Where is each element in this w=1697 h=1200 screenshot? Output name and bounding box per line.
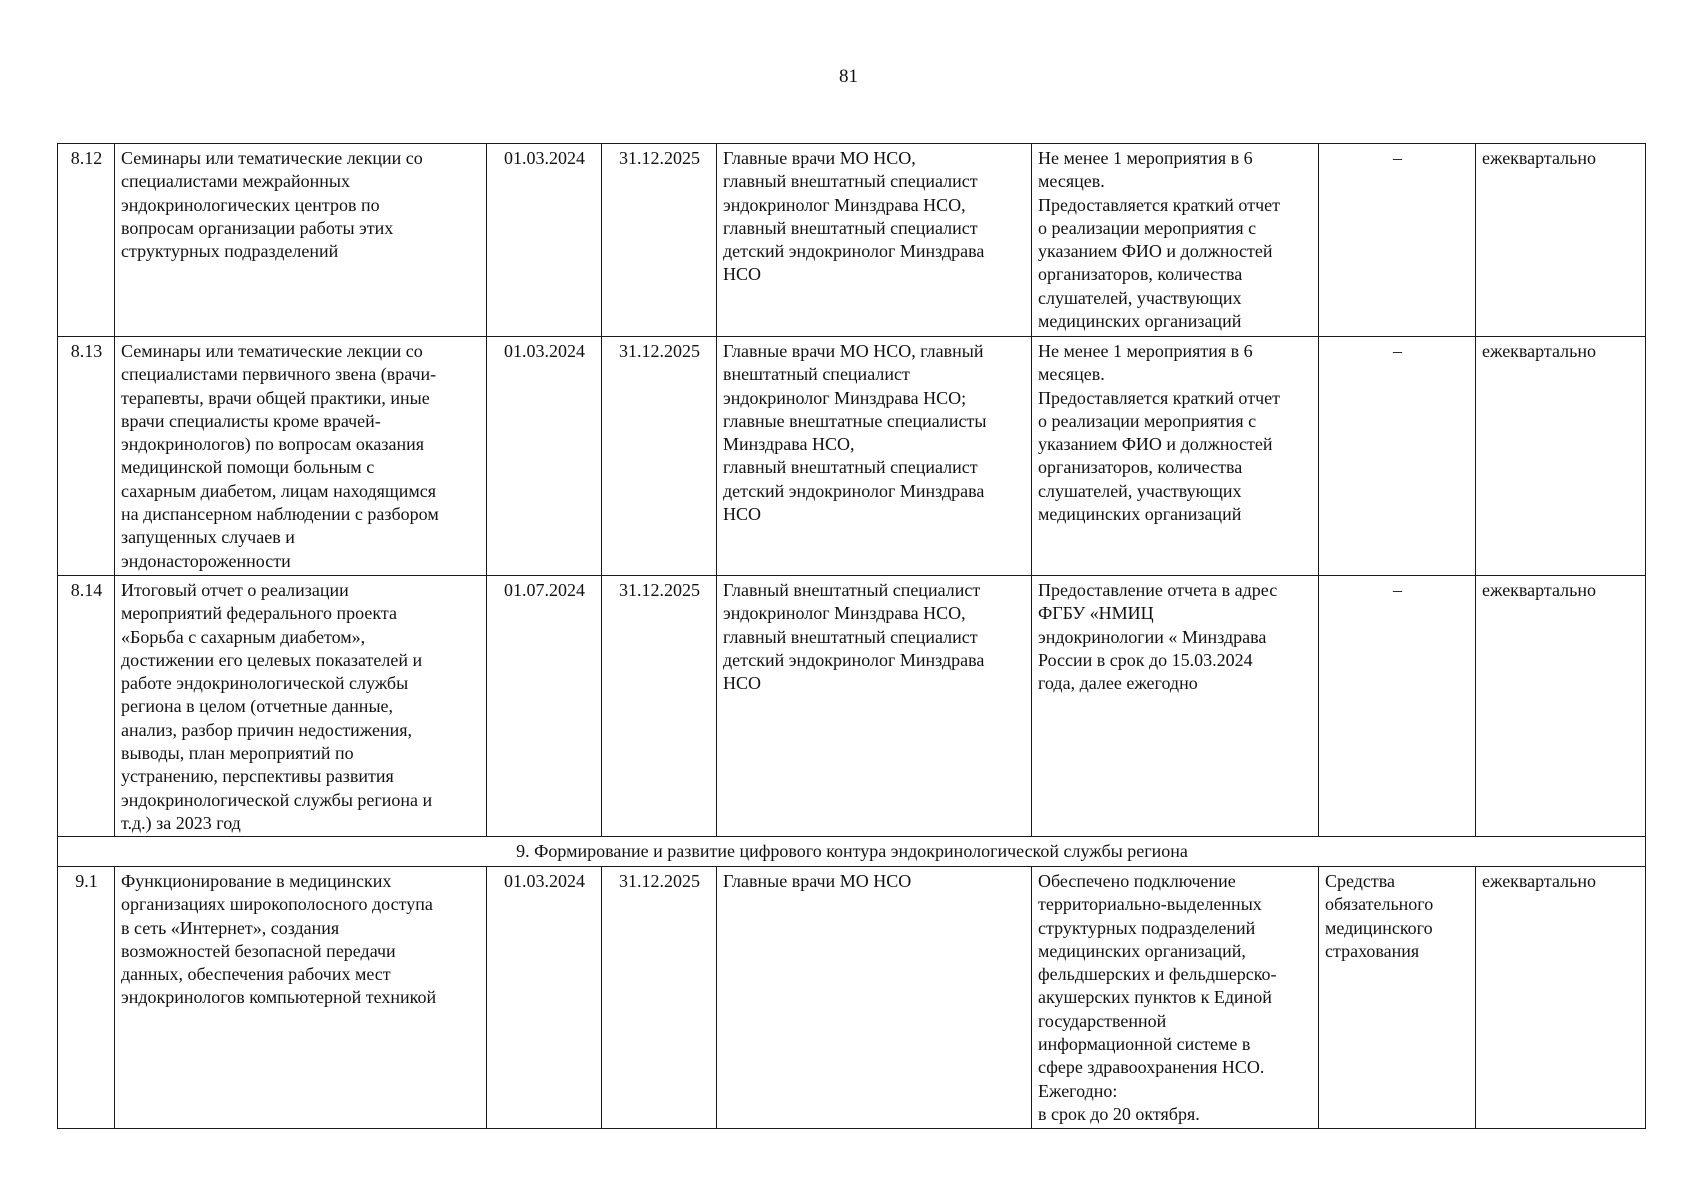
start-date: 01.03.2024 bbox=[487, 867, 602, 1129]
frequency-cell: ежеквартально bbox=[1476, 576, 1646, 837]
responsible-cell: Главные врачи МО НСО bbox=[717, 867, 1032, 1129]
result-cell: Не менее 1 мероприятия в 6 месяцев. Предоставляется краткий отчет о реализации мероприятия с указанием ФИО и должностей организаторов, количества слушателей, участвующих медицинских организаций bbox=[1032, 144, 1319, 337]
section-row bbox=[58, 837, 1646, 867]
result-cell: Предоставление отчета в адрес ФГБУ «НМИЦ эндокринологии « Минздрава России в срок до 15.03.2024 года, далее ежегодно bbox=[1032, 576, 1319, 837]
row-number: 8.12 bbox=[58, 144, 115, 337]
start-date: 01.03.2024 bbox=[487, 337, 602, 576]
responsible-cell: Главный внештатный специалист эндокринолог Минздрава НСО, главный внештатный специалист детский эндокринолог Минздрава НСО bbox=[717, 576, 1032, 837]
start-date: 01.03.2024 bbox=[487, 144, 602, 337]
end-date: 31.12.2025 bbox=[602, 867, 717, 1129]
activities-table bbox=[57, 143, 1646, 1129]
table-row bbox=[58, 144, 1646, 337]
activity-cell: Семинары или тематические лекции со специалистами первичного звена (врачи- терапевты, врачи общей практики, иные врачи специалисты кроме врачей- эндокринологов) по вопросам оказания медицинской помощи больным с сахарным диабетом, лицам находящимся на диспансерном наблюдении с разбором запущенных случаев и эндонастороженности bbox=[115, 337, 487, 576]
row-number: 8.14 bbox=[58, 576, 115, 837]
responsible-cell: Главные врачи МО НСО, главный внештатный специалист эндокринолог Минздрава НСО, главный внештатный специалист детский эндокринолог Минздрава НСО bbox=[717, 144, 1032, 337]
frequency-cell: ежеквартально bbox=[1476, 337, 1646, 576]
end-date: 31.12.2025 bbox=[602, 337, 717, 576]
table-row bbox=[58, 867, 1646, 1129]
funding-cell: – bbox=[1319, 337, 1476, 576]
row-number: 8.13 bbox=[58, 337, 115, 576]
page-number: 81 bbox=[839, 66, 858, 87]
end-date: 31.12.2025 bbox=[602, 144, 717, 337]
start-date: 01.07.2024 bbox=[487, 576, 602, 837]
activity-cell: Семинары или тематические лекции со специалистами межрайонных эндокринологических центров по вопросам организации работы этих структурных подразделений bbox=[115, 144, 487, 337]
table-row bbox=[58, 337, 1646, 576]
row-number: 9.1 bbox=[58, 867, 115, 1129]
funding-cell: – bbox=[1319, 576, 1476, 837]
frequency-cell: ежеквартально bbox=[1476, 867, 1646, 1129]
activity-cell: Итоговый отчет о реализации мероприятий федерального проекта «Борьба с сахарным диабетом», достижении его целевых показателей и работе эндокринологической службы региона в целом (отчетные данные, анализ, разбор причин недостижения, выводы, план мероприятий по устранению, перспективы развития эндокринологической службы региона и т.д.) за 2023 год bbox=[115, 576, 487, 837]
end-date: 31.12.2025 bbox=[602, 576, 717, 837]
activity-cell: Функционирование в медицинских организациях широкополосного доступа в сеть «Интернет», создания возможностей безопасной передачи данных, обеспечения рабочих мест эндокринологов компьютерной техникой bbox=[115, 867, 487, 1129]
result-cell: Обеспечено подключение территориально-выделенных структурных подразделений медицинских организаций, фельдшерских и фельдшерско- акушерских пунктов к Единой государственной информационной системе в сфере здравоохранения НСО. Ежегодно: в срок до 20 октября. bbox=[1032, 867, 1319, 1129]
responsible-cell: Главные врачи МО НСО, главный внештатный специалист эндокринолог Минздрава НСО; главные внештатные специалисты Минздрава НСО, главный внештатный специалист детский эндокринолог Минздрава НСО bbox=[717, 337, 1032, 576]
funding-cell: Средства обязательного медицинского страхования bbox=[1319, 867, 1476, 1129]
frequency-cell: ежеквартально bbox=[1476, 144, 1646, 337]
section-heading: 9. Формирование и развитие цифрового контура эндокринологической службы региона bbox=[58, 837, 1646, 867]
funding-cell: – bbox=[1319, 144, 1476, 337]
table-row bbox=[58, 576, 1646, 837]
result-cell: Не менее 1 мероприятия в 6 месяцев. Предоставляется краткий отчет о реализации мероприятия с указанием ФИО и должностей организаторов, количества слушателей, участвующих медицинских организаций bbox=[1032, 337, 1319, 576]
